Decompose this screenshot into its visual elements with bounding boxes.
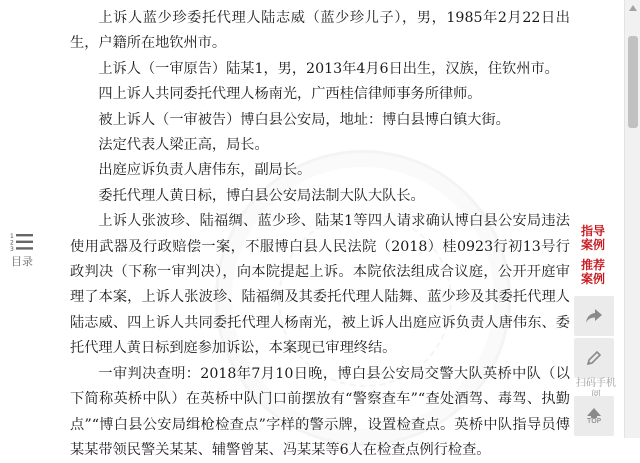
scroll-up-arrow[interactable] [625,0,640,16]
share-icon [584,307,604,325]
paragraph: 上诉人（一审原告）陆某1，男，2013年4月6日出生，汉族，住钦州市。 [98,60,559,77]
triangle-up-icon [629,5,637,11]
svg-text:2: 2 [10,239,14,247]
svg-text:1: 1 [10,233,14,240]
svg-text:3: 3 [10,246,14,252]
paragraph: 委托代理人黄日标，博白县公安局法制大队大队长。 [98,187,425,204]
toc-label: 目录 [11,255,33,268]
paragraph: 一审判决查明：2018年7月10日晚，博白县公安局交警大队英桥中队（以下简称英桥中队）在英桥中队门口前摆放有“警察查车”“查处酒驾、毒驾、执勤点”“博白县公安局缉枪检查点”字样的警示牌，设置检查点。英桥中队指导员傅某某带领民警关某某、辅警曾某、冯某某等6人在检查点例行检查。 [70,365,570,458]
list-toc-icon [10,232,34,252]
paragraph: 法定代表人梁正高，局长。 [98,137,269,154]
share-button[interactable] [574,296,614,336]
pencil-icon [584,348,604,368]
paragraph: 上诉人张波珍、陆福绸、蓝少珍、陆某1等四人请求确认博白县公安局违法使用武器及行政赔偿一案，不服博白县人民法院（2018）桂0923行初13号行政判决（下称一审判决），向本院提起上诉。本院依法组成合议庭，公开开庭审理了本案，上诉人张波珍、陆福绸及其委托代理人陆舞、蓝少珍及其委托代理人陆志威、四上诉人共同委托代理人杨南光，被上诉人出庭应诉负责人唐伟东、委托代理人黄日标到庭参加诉讼，本案现已审理终结。 [70,213,570,357]
guiding-cases-link[interactable]: 指导案例 [580,224,605,252]
toc-button[interactable] [8,232,36,269]
top-label: TOP [586,417,601,425]
paragraph: 出庭应诉负责人唐伟东，副局长。 [98,162,312,179]
edit-button[interactable] [574,338,614,378]
back-to-top-button[interactable] [574,396,614,436]
paragraph: 四上诉人共同委托代理人杨南光，广西桂信律师事务所律师。 [98,86,482,103]
qr-read-label: 扫码手机 [576,378,616,389]
recommended-cases-link[interactable]: 推荐案例 [580,258,605,286]
paragraph: 被上诉人（一审被告）博白县公安局，地址：博白县博白镇大街。 [98,111,510,128]
side-panel [572,0,620,438]
paragraph: 上诉人蓝少珍委托代理人陆志威（蓝少珍儿子），男，1985年2月22日出生，户籍所在地钦州市。 [70,10,570,52]
judgment-document [70,6,570,463]
vertical-scrollbar[interactable] [624,0,640,438]
scroll-thumb[interactable] [628,36,638,128]
